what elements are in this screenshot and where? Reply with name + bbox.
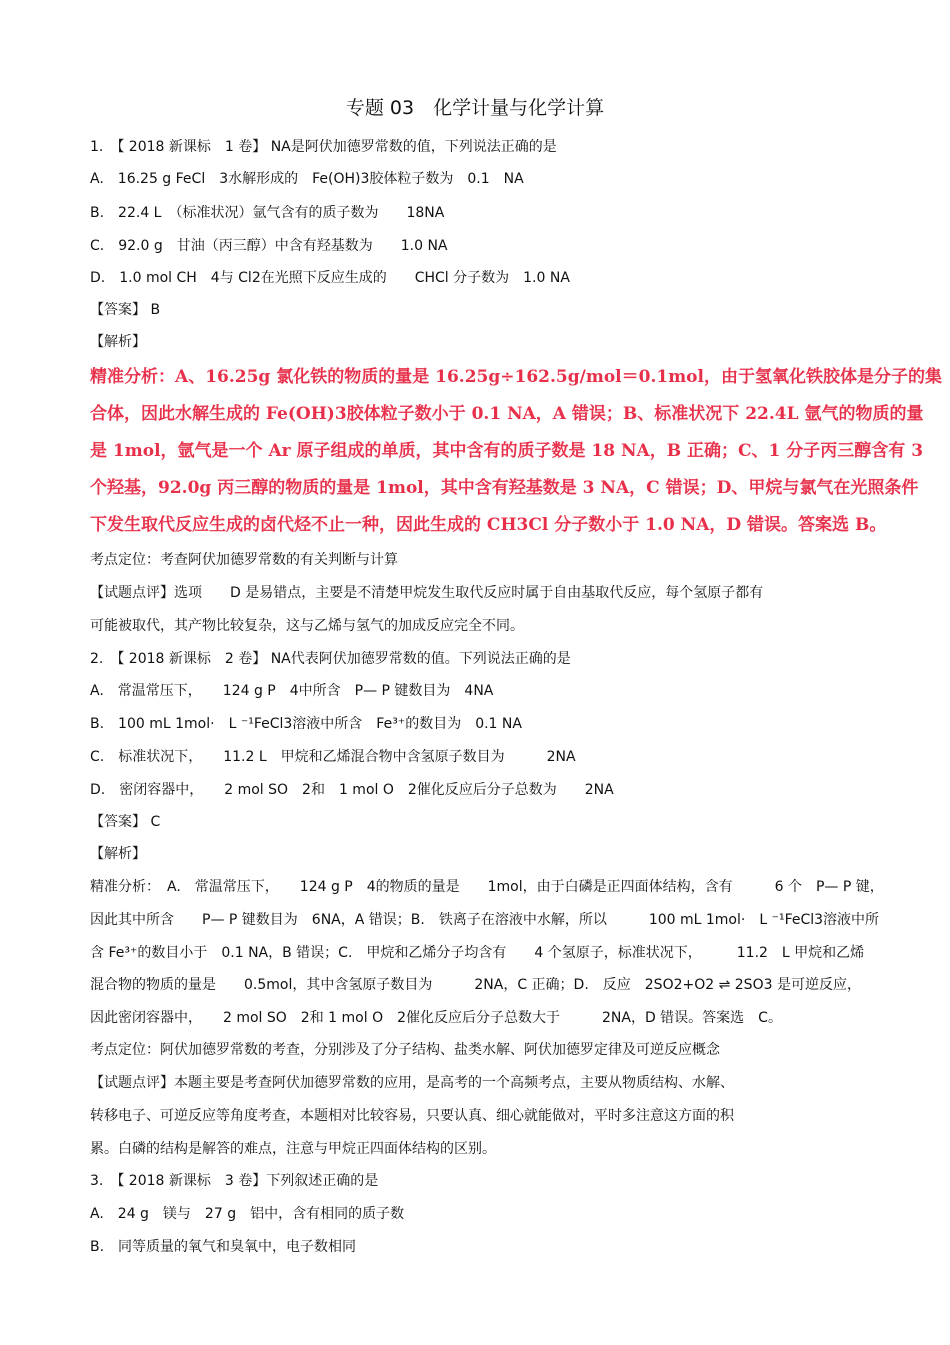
q1-analysis-line: 精准分析：A、16.25g 氯化铁的物质的量是 16.25g÷162.5g/mol＝0.1mol，由于氢氧化铁胶体是分子的集 [90, 367, 942, 387]
q2-analysis-line: 因此密闭容器中， 2 mol SO 2和 1 mol O 2催化反应后分子总数大于 2NA，D 错误。答案选 C。 [90, 1010, 782, 1026]
q2-stem: 2. 【 2018 新课标 2 卷】 NA代表阿伏加德罗常数的值。下列说法正确的是 [90, 651, 571, 667]
q2-analysis-line: 因此其中所含 P— P 键数目为 6NA，A 错误；B. 铁离子在溶液中水解，所以 100 mL 1mol· L ⁻¹FeCl3溶液中所 [90, 912, 880, 928]
q2-analysis-line: 精准分析： A. 常温常压下， 124 g P 4的物质的量是 1mol，由于白磷是正四面体结构，含有 6 个 P— P 键， [90, 879, 884, 895]
q1-analysis-label: 【解析】 [90, 334, 146, 350]
q2-analysis-line: 混合物的物质的量是 0.5mol，其中含氢原子数目为 2NA，C 正确；D. 反应 2SO2+O2 ⇌ 2SO3 是可逆反应， [90, 977, 861, 993]
q1-comment-line: 【试题点评】选项 D 是易错点，主要是不清楚甲烷发生取代反应时属于自由基取代反应，每个氢原子都有 [90, 585, 764, 601]
q1-analysis-line: 下发生取代反应生成的卤代烃不止一种，因此生成的 CH3Cl 分子数小于 1.0 NA，D 错误。答案选 B。 [90, 515, 887, 535]
q2-analysis-line: 含 Fe³⁺的数目小于 0.1 NA，B 错误；C. 甲烷和乙烯分子均含有 4 个氢原子，标准状况下， 11.2 L 甲烷和乙烯 [90, 945, 865, 961]
q2-answer: 【答案】 C [90, 814, 161, 830]
q1-analysis-line: 是 1mol，氩气是一个 Ar 原子组成的单质，其中含有的质子数是 18 NA，B 正确；C、1 分子丙三醇含有 3 [90, 441, 924, 461]
q3-option-a: A. 24 g 镁与 27 g 铝中，含有相同的质子数 [90, 1206, 405, 1222]
q2-option-b: B. 100 mL 1mol· L ⁻¹FeCl3溶液中所含 Fe³⁺的数目为 0.1 NA [90, 716, 522, 732]
q1-answer: 【答案】 B [90, 302, 161, 318]
q1-option-d: D. 1.0 mol CH 4与 Cl2在光照下反应生成的 CHCl 分子数为 1.0 NA [90, 270, 570, 286]
q1-analysis-line: 个羟基，92.0g 丙三醇的物质的量是 1mol，其中含有羟基数是 3 NA，C 错误；D、甲烷与氯气在光照条件 [90, 478, 919, 498]
q2-comment-line: 转移电子、可逆反应等角度考查，本题相对比较容易，只要认真、细心就能做对，平时多注意这方面的积 [90, 1108, 734, 1124]
q3-option-b: B. 同等质量的氧气和臭氧中，电子数相同 [90, 1239, 357, 1255]
q1-stem: 1. 【 2018 新课标 1 卷】 NA是阿伏加德罗常数的值，下列说法正确的是 [90, 139, 557, 155]
q2-comment-line: 【试题点评】本题主要是考查阿伏加德罗常数的应用，是高考的一个高频考点，主要从物质结构、水解、 [90, 1075, 734, 1091]
q1-option-b: B. 22.4 L （标准状况）氩气含有的质子数为 18NA [90, 205, 445, 221]
q2-kaodian: 考点定位：阿伏加德罗常数的考查，分别涉及了分子结构、盐类水解、阿伏加德罗定律及可逆反应概念 [90, 1042, 720, 1058]
doc-title: 专题 03 化学计量与化学计算 [345, 97, 605, 119]
q1-comment-line: 可能被取代，其产物比较复杂，这与乙烯与氢气的加成反应完全不同。 [90, 618, 524, 634]
q2-option-a: A. 常温常压下， 124 g P 4中所含 P— P 键数目为 4NA [90, 683, 494, 699]
q1-analysis-line: 合体，因此水解生成的 Fe(OH)3胶体粒子数小于 0.1 NA，A 错误；B、标准状况下 22.4L 氩气的物质的量 [90, 404, 924, 424]
q3-stem: 3. 【 2018 新课标 3 卷】下列叙述正确的是 [90, 1173, 379, 1189]
q1-kaodian: 考点定位：考查阿伏加德罗常数的有关判断与计算 [90, 552, 398, 568]
q2-option-d: D. 密闭容器中， 2 mol SO 2和 1 mol O 2催化反应后分子总数为 2NA [90, 782, 614, 798]
q1-option-c: C. 92.0 g 甘油（丙三醇）中含有羟基数为 1.0 NA [90, 238, 448, 254]
q2-analysis-label: 【解析】 [90, 846, 146, 862]
q2-option-c: C. 标准状况下， 11.2 L 甲烷和乙烯混合物中含氢原子数目为 2NA [90, 749, 576, 765]
q1-option-a: A. 16.25 g FeCl 3水解形成的 Fe(OH)3胶体粒子数为 0.1 NA [90, 171, 524, 187]
q2-comment-line: 累。白磷的结构是解答的难点，注意与甲烷正四面体结构的区别。 [90, 1141, 496, 1157]
